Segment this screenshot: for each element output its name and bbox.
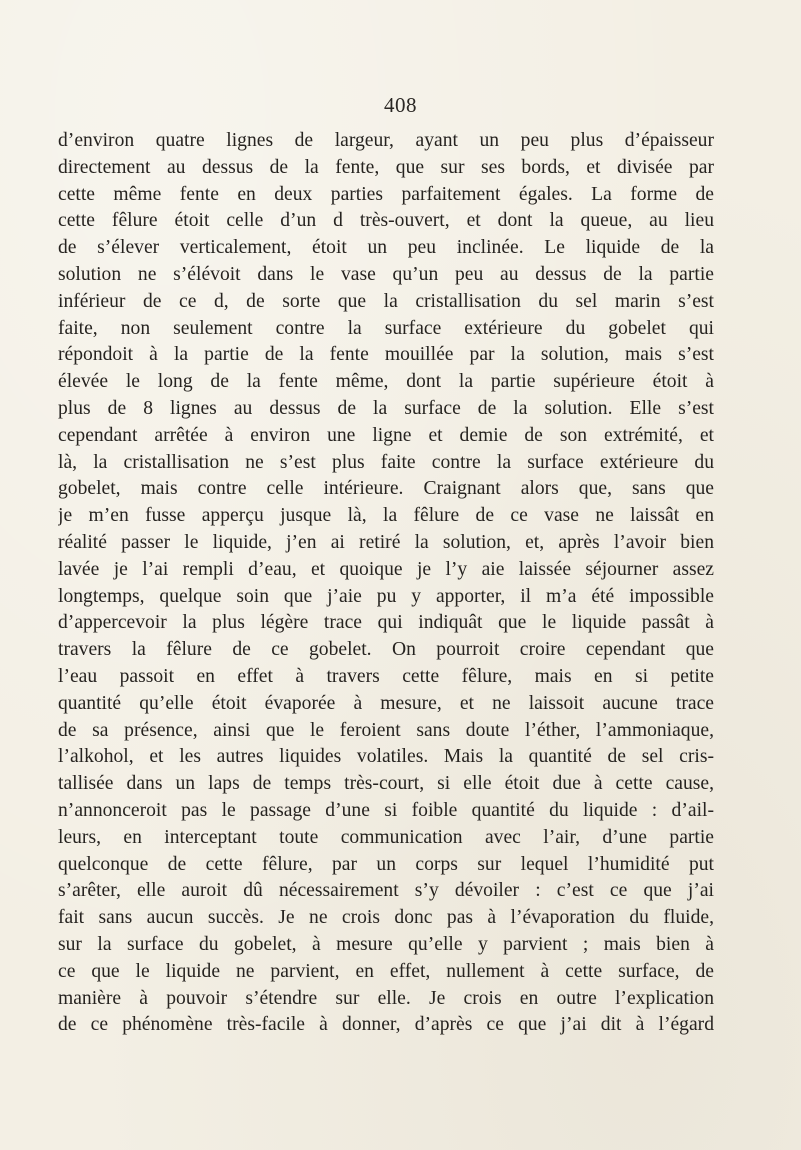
text-line: fait sans aucun succès. Je ne crois donc pas à l’évaporation du fluide, [58,907,714,929]
text-line: de ce phénomène très-facile à donner, d’après ce que j’ai dit à l’égard [58,1014,714,1036]
text-line: élevée le long de la fente même, dont la partie supérieure étoit à [58,371,714,393]
text-line: manière à pouvoir s’étendre sur elle. Je crois en outre l’explication [58,987,714,1009]
text-line: lavée je l’ai rempli d’eau, et quoique je l’y aie laissée séjourner assez [58,558,714,580]
text-line: quelconque de cette fêlure, par un corps sur lequel l’humidité put [58,853,714,875]
text-line: s’arêter, elle auroit dû nécessairement s’y dévoiler : c’est ce que j’ai [58,880,714,902]
text-line: faite, non seulement contre la surface extérieure du gobelet qui [58,317,714,339]
text-line: plus de 8 lignes au dessus de la surface de la solution. Elle s’est [58,397,714,419]
text-line: d’appercevoir la plus légère trace qui indiquât que le liquide passât à [58,612,714,634]
page-number: 408 [384,93,417,117]
text-line: de sa présence, ainsi que le feroient sans doute l’éther, l’ammoniaque, [58,719,714,741]
text-line: sur la surface du gobelet, à mesure qu’elle y parvient ; mais bien à [58,933,714,955]
text-line: l’alkohol, et les autres liquides volatiles. Mais la quantité de sel cris- [58,746,714,768]
text-line: cette fêlure étoit celle d’un d très-ouvert, et dont la queue, au lieu [58,210,714,232]
text-line: gobelet, mais contre celle intérieure. Craignant alors que, sans que [58,478,714,500]
text-line: inférieur de ce d, de sorte que la cristallisation du sel marin s’est [58,290,714,312]
text-line: ce que le liquide ne parvient, en effet, nullement à cette surface, de [58,960,714,982]
text-line: réalité passer le liquide, j’en ai retiré la solution, et, après l’avoir bien [58,531,714,553]
text-line: leurs, en interceptant toute communication avec l’air, d’une partie [58,826,714,848]
text-line: cependant arrêtée à environ une ligne et demie de son extrémité, et [58,424,714,446]
text-line: là, la cristallisation ne s’est plus faite contre la surface extérieure du [58,451,714,473]
text-line: de s’élever verticalement, étoit un peu inclinée. Le liquide de la [58,237,714,259]
text-line: directement au dessus de la fente, que sur ses bords, et divisée par [58,156,714,178]
body-text [58,128,714,1039]
text-line: quantité qu’elle étoit évaporée à mesure, et ne laissoit aucune trace [58,692,714,714]
text-line: travers la fêlure de ce gobelet. On pourroit croire cependant que [58,639,714,661]
text-line: tallisée dans un laps de temps très-court, si elle étoit due à cette cause, [58,773,714,795]
text-line: longtemps, quelque soin que j’aie pu y apporter, il m’a été impossible [58,585,714,607]
text-line: l’eau passoit en effet à travers cette fêlure, mais en si petite [58,665,714,687]
text-line: d’environ quatre lignes de largeur, ayant un peu plus d’épaisseur [58,130,714,151]
text-line: répondoit à la partie de la fente mouillée par la solution, mais s’est [58,344,714,366]
text-line: je m’en fusse apperçu jusque là, la fêlure de ce vase ne laissât en [58,505,714,527]
text-line: solution ne s’élévoit dans le vase qu’un peu au dessus de la partie [58,263,714,285]
text-line: cette même fente en deux parties parfaitement égales. La forme de [58,183,714,205]
text-line: n’annonceroit pas le passage d’une si foible quantité du liquide : d’ail- [58,799,714,821]
